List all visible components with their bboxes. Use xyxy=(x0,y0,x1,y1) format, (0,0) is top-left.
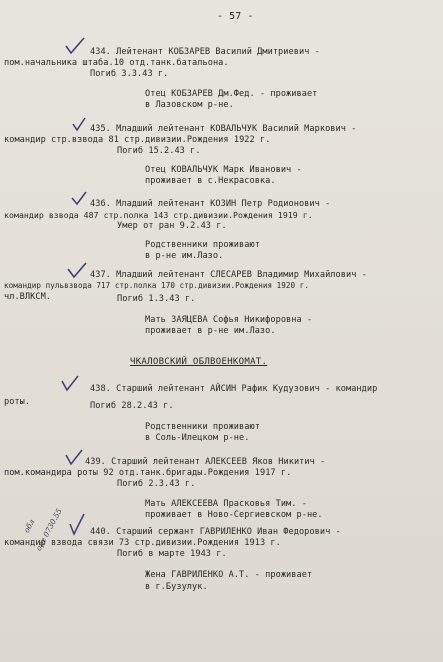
entry-436-line-3: Умер от ран 9.2.43 г. xyxy=(117,221,227,231)
checkmark-icon xyxy=(60,374,80,392)
entry-438-line-1: 438. Старший лейтенант АЙСИН Рафик Кудузович - командир xyxy=(90,384,378,394)
entry-435-relative-2: проживает в с.Некрасовка. xyxy=(145,176,276,186)
entry-440-relative-2: в г.Бузулук. xyxy=(145,582,208,592)
entry-437-line-1: 437. Младший лейтенант СЛЕСАРЕВ Владимир Михайлович - xyxy=(90,270,367,280)
entry-434-line-1: 434. Лейтенант КОБЗАРЕВ Василий Дмитриевич - xyxy=(90,47,320,57)
checkmark-icon xyxy=(68,512,86,536)
entry-438-line-2: роты. xyxy=(4,397,31,407)
entry-439-line-1: 439. Старший лейтенант АЛЕКСЕЕВ Яков Никитич - xyxy=(85,457,326,467)
entry-435-line-1: 435. Младший лейтенант КОВАЛЬЧУК Василий Маркович - xyxy=(90,124,357,134)
page-number: - 57 - xyxy=(217,11,254,22)
entry-437-line-3: чл.ВЛКСМ. xyxy=(4,292,52,302)
entry-437-relative-2: проживает в р-не им.Лазо. xyxy=(145,326,276,336)
entry-438-line-3: Погиб 28.2.43 г. xyxy=(90,401,174,411)
entry-440-line-2: командир взвода связи 73 стр.дивизии.Рождения 1913 г. xyxy=(4,538,281,548)
checkmark-icon xyxy=(70,190,88,206)
entry-434-relative-2: в Лазовском р-не. xyxy=(145,100,234,110)
entry-434-line-3: Погиб 3.3.43 г. xyxy=(90,69,169,79)
entry-439-relative-1: Мать АЛЕКСЕЕВА Прасковья Тим. - xyxy=(145,499,307,509)
handwritten-note-line-2: орг 0730.55 xyxy=(34,506,64,553)
entry-437-relative-1: Мать ЗАЯЦЕВА Софья Никифоровна - xyxy=(145,315,313,325)
entry-435-line-3: Погиб 15.2.43 г. xyxy=(117,146,201,156)
entry-438-relative-2: в Соль-Илецком р-не. xyxy=(145,433,250,443)
entry-439-line-3: Погиб 2.3.43 г. xyxy=(117,479,196,489)
entry-440-line-1: 440. Старший сержант ГАВРИЛЕНКО Иван Федорович - xyxy=(90,527,341,537)
entry-436-line-2: командир взвода 487 стр.полка 143 стр.дивизии.Рождения 1919 г. xyxy=(4,210,313,220)
entry-436-relative-1: Родственники проживают xyxy=(145,240,260,250)
entry-434-line-2: пом.начальника штаба.10 отд.танк.батальона. xyxy=(4,58,229,68)
checkmark-icon xyxy=(66,261,88,279)
checkmark-icon xyxy=(71,116,87,132)
checkmark-icon xyxy=(64,36,86,58)
handwritten-note-line-1: обл xyxy=(22,517,37,535)
entry-435-relative-1: Отец КОВАЛЬЧУК Марк Иванович - xyxy=(145,165,302,175)
entry-438-relative-1: Родственники проживают xyxy=(145,422,260,432)
entry-436-relative-2: в р-не им.Лазо. xyxy=(145,251,224,261)
entry-440-relative-1: Жена ГАВРИЛЕНКО А.Т. - проживает xyxy=(145,570,313,580)
entry-436-line-1: 436. Младший лейтенант КОЗИН Петр Родионович - xyxy=(90,199,331,209)
entry-437-line-4: Погиб 1.3.43 г. xyxy=(117,294,196,304)
entry-437-line-2: командир пульвзвода 717 стр.полка 170 стр.дивизии.Рождения 1920 г. xyxy=(4,281,310,290)
checkmark-icon xyxy=(64,448,84,466)
section-heading: ЧКАЛОВСКИЙ ОБЛВОЕНКОМАТ. xyxy=(130,357,268,367)
entry-439-relative-2: проживает в Ново-Сергиевском р-не. xyxy=(145,510,323,520)
entry-435-line-2: командир стр.взвода 81 стр.дивизии.Рождения 1922 г. xyxy=(4,135,271,145)
entry-434-relative-1: Отец КОБЗАРЕВ Дм.Фед. - проживает xyxy=(145,89,318,99)
entry-440-line-3: Погиб в марте 1943 г. xyxy=(117,549,227,559)
entry-439-line-2: пом.командира роты 92 отд.танк.бригады.Рождения 1917 г. xyxy=(4,468,292,478)
